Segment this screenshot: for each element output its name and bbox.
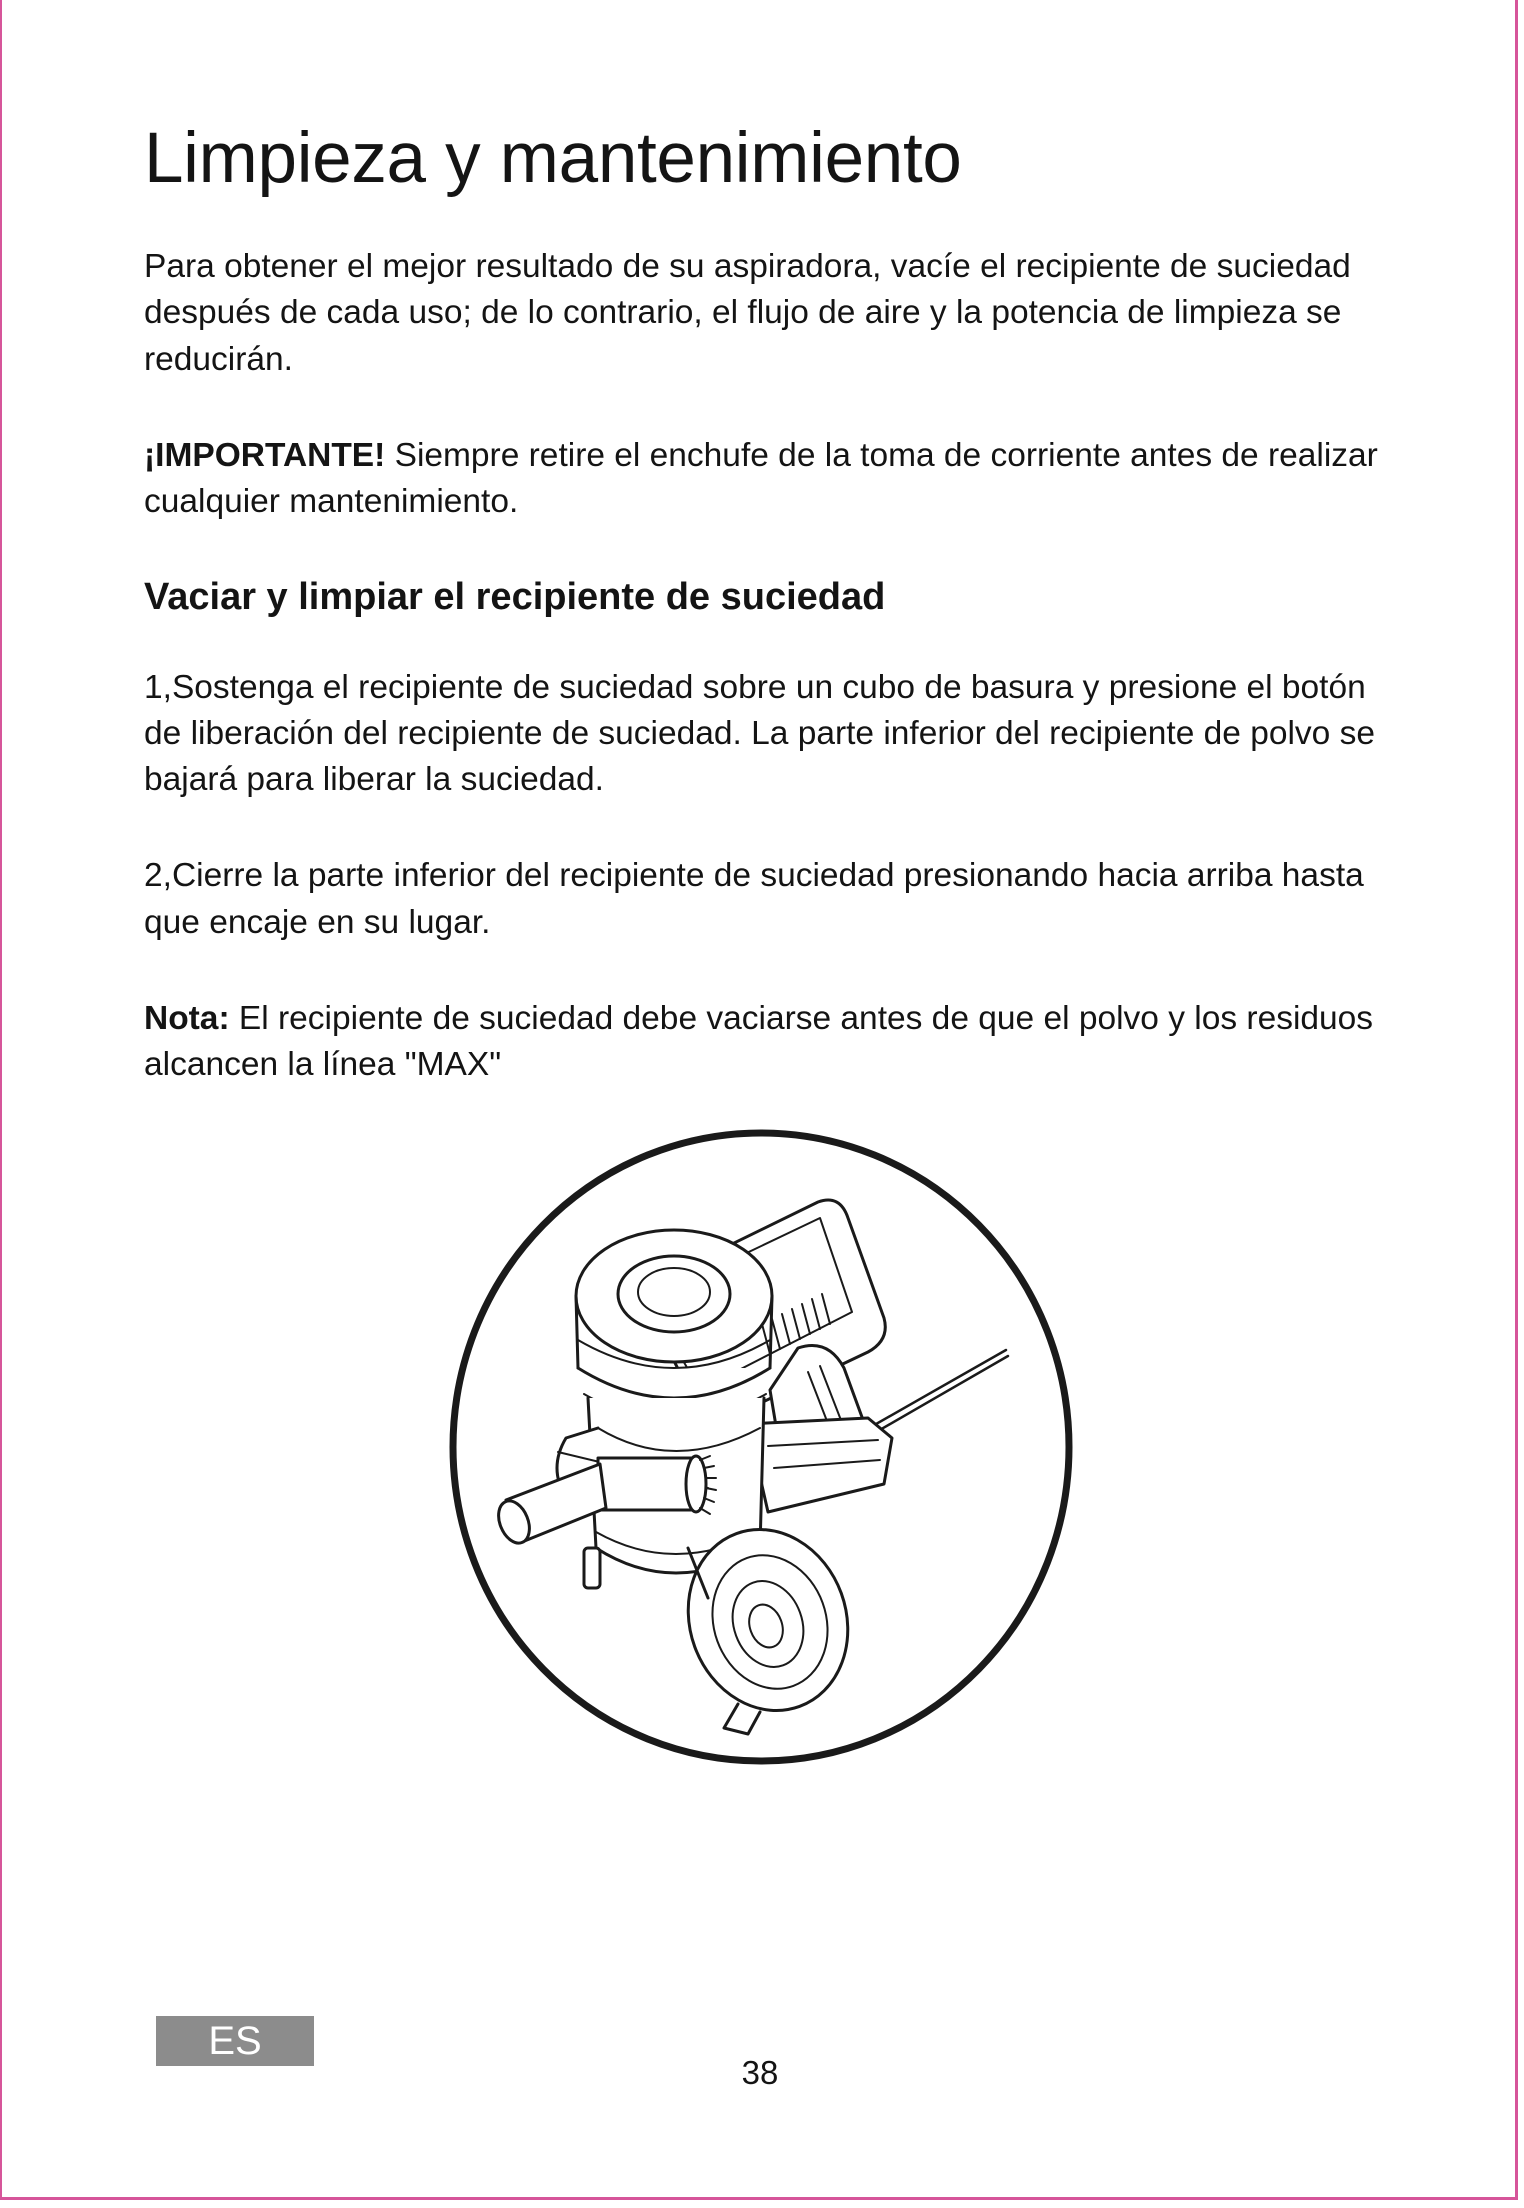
page-number: 38 — [741, 2054, 779, 2091]
step-2-paragraph: 2,Cierre la parte inferior del recipiente de suciedad presionando hacia arriba hasta que encaje en su lugar. — [144, 857, 1364, 941]
important-label: ¡IMPORTANTE! — [144, 436, 386, 474]
section-title: Vaciar y limpiar el recipiente de suciedad — [144, 576, 886, 619]
page-title: Limpieza y mantenimiento — [144, 119, 962, 198]
note-label: Nota: — [144, 999, 230, 1037]
important-text: Siempre retire el enchufe de la toma de corriente antes de realizar cualquier mantenimiento. — [144, 436, 1378, 520]
intro-paragraph: Para obtener el mejor resultado de su aspiradora, vacíe el recipiente de suciedad después de cada uso; de lo contrario, el flujo de aire y la potencia de limpieza se reducirán. — [144, 248, 1351, 378]
note-text: El recipiente de suciedad debe vaciarse antes de que el polvo y los residuos alcancen la línea "MAX" — [144, 999, 1374, 1084]
step-1-paragraph: 1,Sostenga el recipiente de suciedad sobre un cubo de basura y presione el botón de liberación del recipiente de suciedad. La parte inferior del recipiente de polvo se bajará para liberar la suciedad. — [144, 668, 1375, 799]
important-paragraph — [144, 433, 1404, 525]
language-badge: ES — [156, 2016, 314, 2066]
page-content — [144, 120, 1404, 1138]
vacuum-dust-bin-open-icon — [448, 1128, 1074, 1766]
vacuum-dust-bin-illustration — [448, 1128, 1074, 1766]
note-paragraph — [144, 996, 1404, 1088]
